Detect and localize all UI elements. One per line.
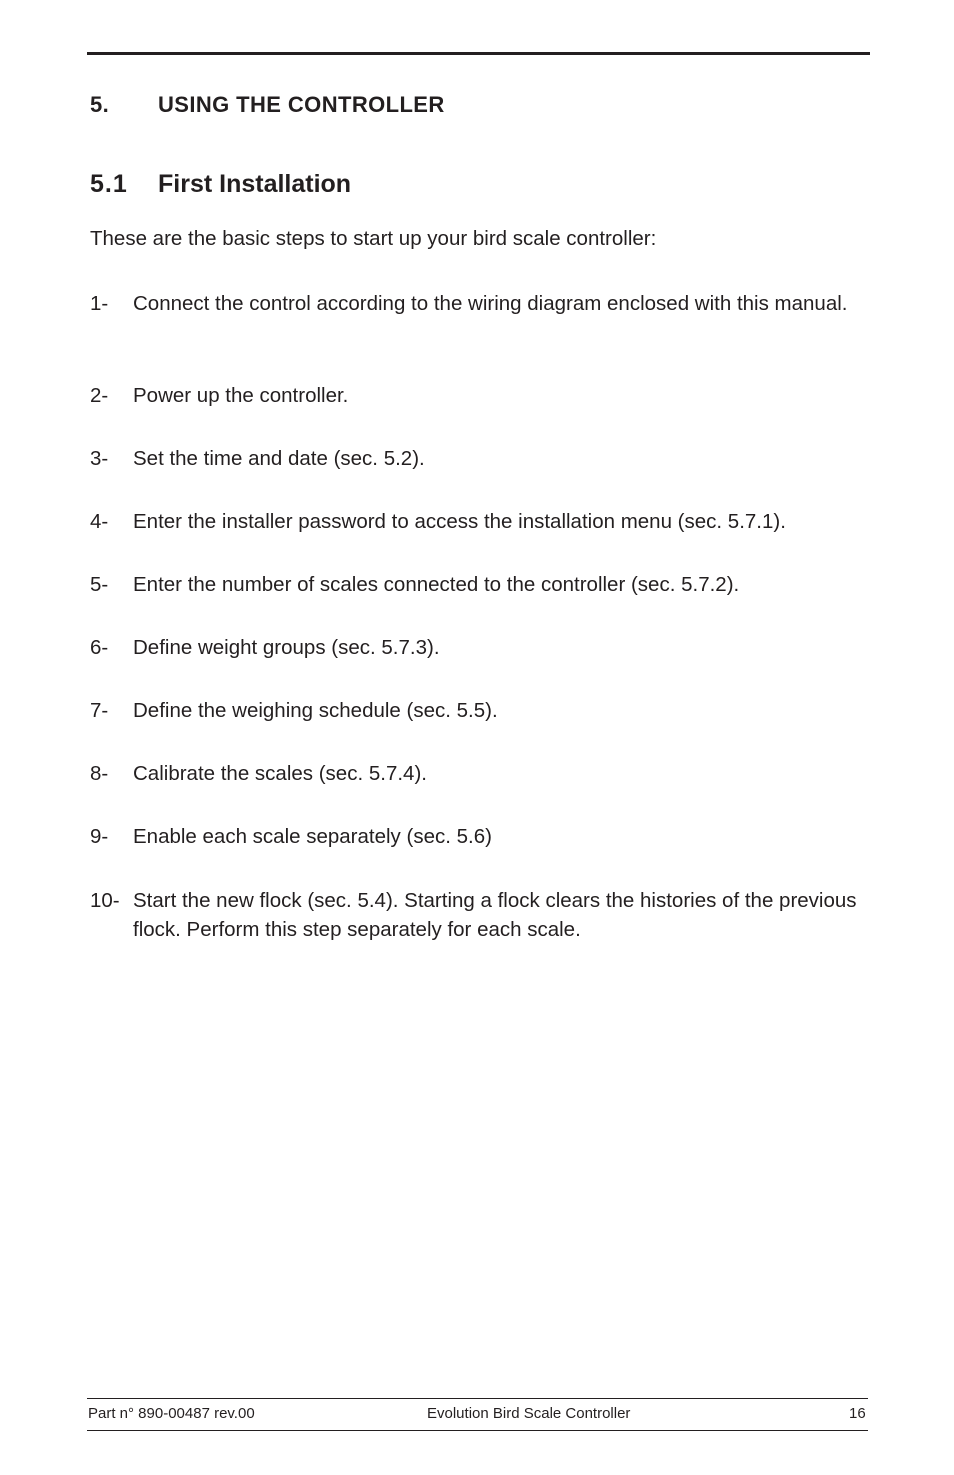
list-item [90,289,872,318]
intro-paragraph: These are the basic steps to start up your bird scale controller: [90,227,657,250]
step-text: Start the new flock (sec. 5.4). Starting a flock clears the histories of the previous flock. Perform this step separately for each scale. [133,889,857,941]
step-text: Enter the installer password to access the installation menu (sec. 5.7.1). [133,510,786,533]
list-item [90,444,872,473]
step-marker: 6- [90,636,109,659]
step-marker: 9- [90,825,109,848]
list-item [90,822,872,851]
footer-document-title: Evolution Bird Scale Controller [427,1405,631,1422]
subsection-number: 5.1 [90,170,128,198]
step-text: Define the weighing schedule (sec. 5.5). [133,699,498,722]
step-marker: 10- [90,889,120,912]
list-item [90,696,872,725]
step-text: Connect the control according to the wiring diagram enclosed with this manual. [133,292,848,315]
list-item [90,886,872,944]
list-item [90,381,872,410]
step-marker: 1- [90,292,109,315]
step-marker: 2- [90,384,109,407]
top-rule [87,52,870,55]
step-marker: 5- [90,573,109,596]
list-item [90,633,872,662]
list-item [90,507,872,536]
list-item [90,570,872,599]
step-marker: 8- [90,762,109,785]
step-text: Set the time and date (sec. 5.2). [133,447,425,470]
footer-part-number: Part n° 890-00487 rev.00 [88,1405,255,1422]
subsection-heading [90,170,351,199]
footer-bottom-rule [87,1430,868,1431]
subsection-title: First Installation [158,170,352,198]
step-marker: 3- [90,447,109,470]
section-number: 5. [90,92,110,117]
footer-top-rule [87,1398,868,1399]
list-item [90,759,872,788]
footer-page-number: 16 [849,1405,866,1422]
step-text: Calibrate the scales (sec. 5.7.4). [133,762,427,785]
step-text: Define weight groups (sec. 5.7.3). [133,636,440,659]
step-marker: 4- [90,510,109,533]
step-marker: 7- [90,699,109,722]
step-text: Enter the number of scales connected to the controller (sec. 5.7.2). [133,573,740,596]
section-heading [90,92,445,118]
step-text: Power up the controller. [133,384,349,407]
section-title: USING THE CONTROLLER [158,92,445,117]
step-text: Enable each scale separately (sec. 5.6) [133,825,492,848]
